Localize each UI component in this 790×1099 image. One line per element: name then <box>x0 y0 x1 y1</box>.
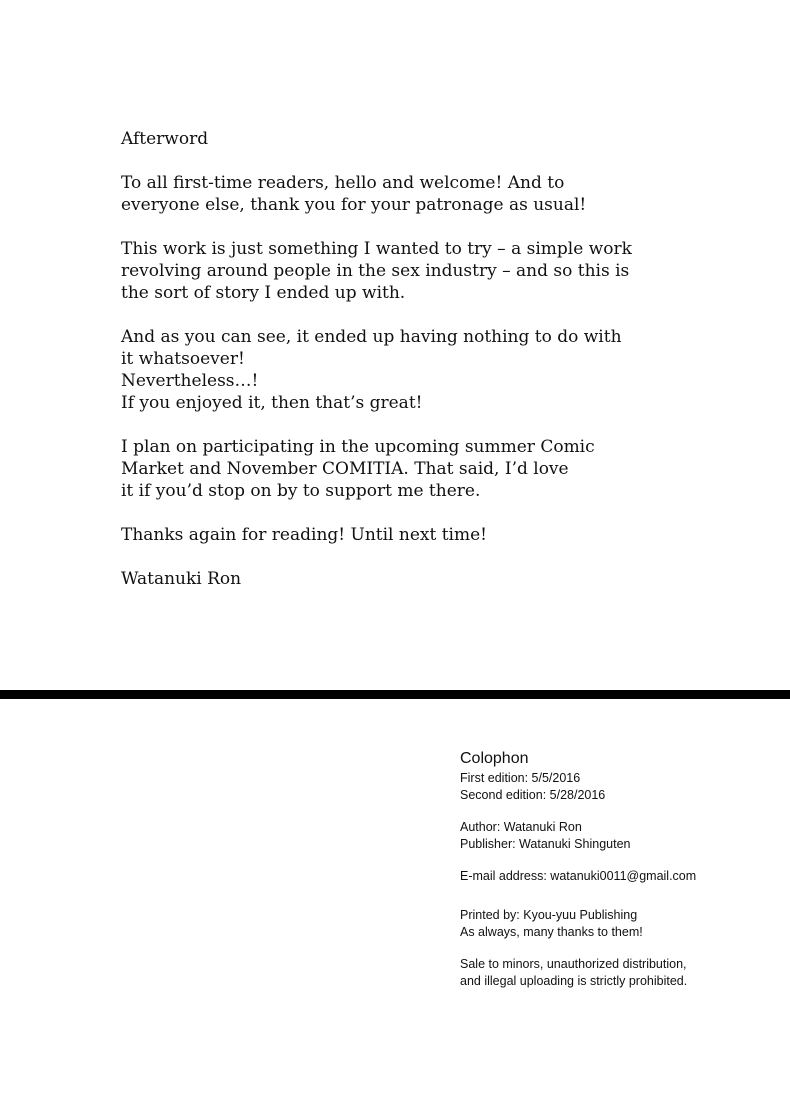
afterword-paragraph <box>121 172 641 216</box>
text-line: it whatsoever! <box>121 349 245 369</box>
notice-line: and illegal uploading is strictly prohibited. <box>460 974 688 988</box>
afterword-paragraph <box>121 524 641 546</box>
colophon-title: Colophon <box>460 750 529 767</box>
email-address: E-mail address: watanuki0011@gmail.com <box>460 869 697 883</box>
text-line: Thanks again for reading! Until next time! <box>121 525 488 545</box>
printer-info <box>460 907 780 941</box>
printer-thanks: As always, many thanks to them! <box>460 925 643 939</box>
second-edition: Second edition: 5/28/2016 <box>460 788 606 802</box>
contact-info <box>460 868 780 885</box>
text-line: I plan on participating in the upcoming summer Comic <box>121 437 595 457</box>
afterword-title: Afterword <box>121 129 209 149</box>
author-credit: Author: Watanuki Ron <box>460 820 582 834</box>
legal-notice <box>460 956 780 990</box>
text-line: This work is just something I wanted to try – a simple work <box>121 239 632 259</box>
colophon-section <box>460 748 780 1005</box>
author-signature: Watanuki Ron <box>121 569 242 589</box>
afterword-section <box>121 128 641 590</box>
text-line: If you enjoyed it, then that’s great! <box>121 393 423 413</box>
credits-info <box>460 819 780 853</box>
text-line: it if you’d stop on by to support me there. <box>121 481 481 501</box>
printer-name: Printed by: Kyou-yuu Publishing <box>460 908 638 922</box>
afterword-paragraph <box>121 238 641 304</box>
section-divider <box>0 690 790 699</box>
text-line: revolving around people in the sex industry – and so this is <box>121 261 630 281</box>
text-line: Nevertheless…! <box>121 371 259 391</box>
afterword-paragraph <box>121 436 641 502</box>
notice-line: Sale to minors, unauthorized distribution, <box>460 957 687 971</box>
edition-info <box>460 770 780 804</box>
text-line: To all first-time readers, hello and welcome! And to <box>121 173 565 193</box>
publisher-credit: Publisher: Watanuki Shinguten <box>460 837 631 851</box>
text-line: And as you can see, it ended up having nothing to do with <box>121 327 622 347</box>
text-line: Market and November COMITIA. That said, I’d love <box>121 459 569 479</box>
text-line: everyone else, thank you for your patronage as usual! <box>121 195 587 215</box>
afterword-paragraph <box>121 326 641 414</box>
first-edition: First edition: 5/5/2016 <box>460 771 581 785</box>
text-line: the sort of story I ended up with. <box>121 283 406 303</box>
